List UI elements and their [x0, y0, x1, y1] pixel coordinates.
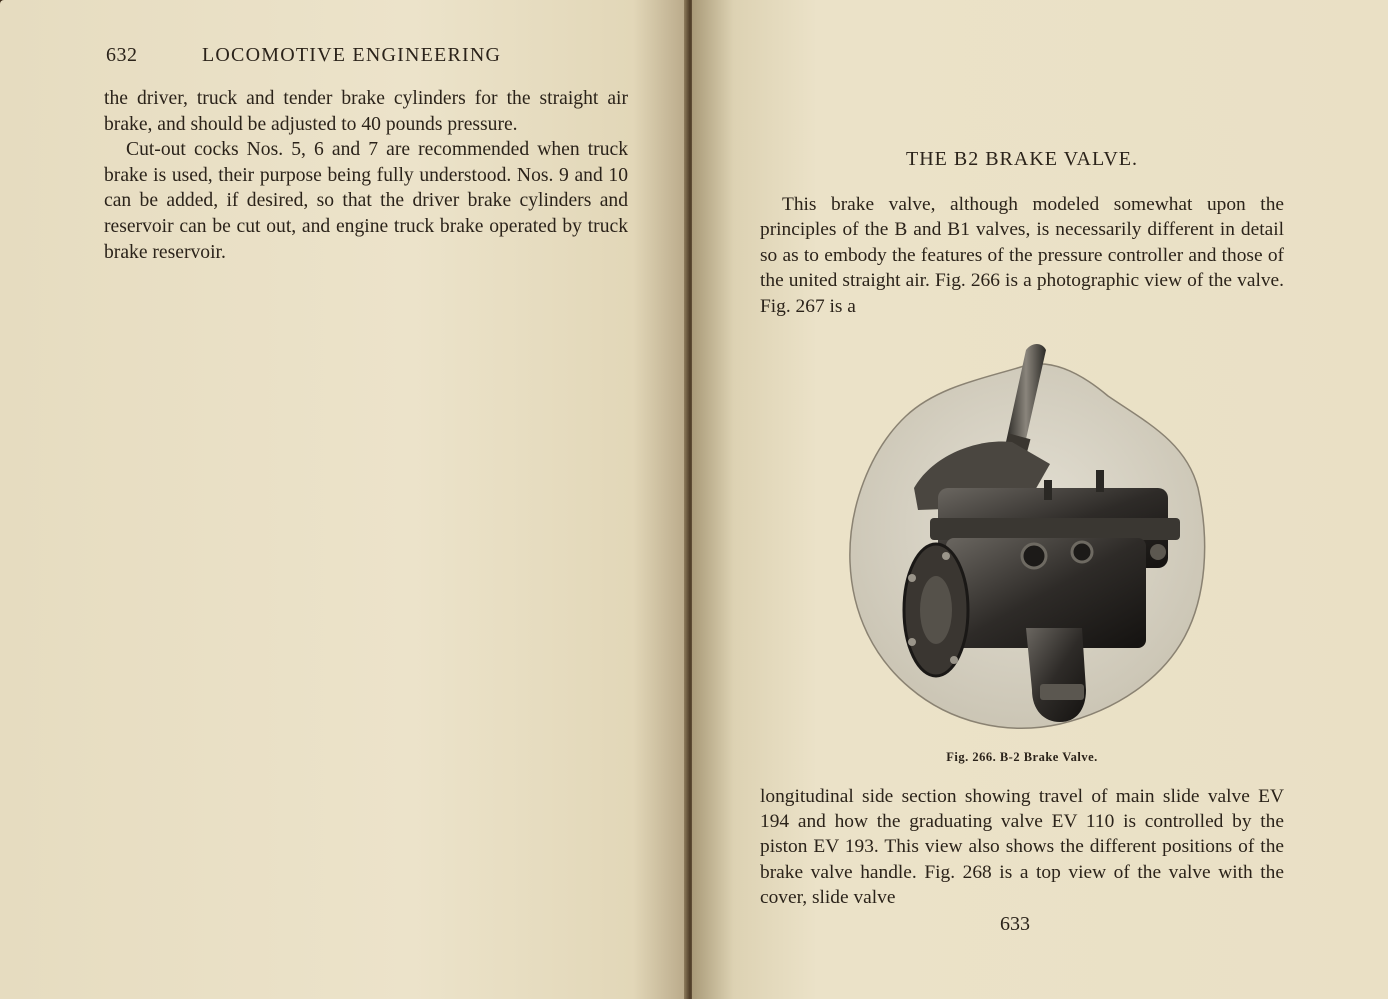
left-paragraph-1: the driver, truck and tender brake cylinders for the straight air brake, and should be adjusted to 40 pounds pressure.	[104, 88, 628, 135]
figure-caption: Fig. 266. B-2 Brake Valve.	[946, 750, 1098, 764]
right-body-text-top	[760, 192, 1284, 319]
page-number-left: 632	[106, 44, 138, 66]
brake-valve-photo	[846, 338, 1208, 730]
right-paragraph-2: longitudinal side section showing travel of main slide valve EV 194 and how the graduating valve EV 110 is controlled by the piston EV 193. This view also shows the different positions of the brake valve handle. Fig. 268 is a top view of the valve with the cover, slide valve	[760, 786, 1284, 908]
left-body-text	[104, 86, 628, 265]
page-number-right: 633	[1000, 913, 1030, 935]
left-page	[0, 0, 688, 999]
right-body-text-bottom	[760, 784, 1284, 910]
right-paragraph-1: This brake valve, although modeled somewhat upon the principles of the B and B1 valves, is necessarily different in detail so as to embody the features of the pressure controller and those of the united straight air. Fig. 266 is a photographic view of the valve. Fig. 267 is a	[760, 194, 1284, 317]
section-title: THE B2 BRAKE VALVE.	[906, 148, 1138, 170]
running-head: LOCOMOTIVE ENGINEERING	[202, 44, 502, 66]
left-paragraph-2: Cut-out cocks Nos. 5, 6 and 7 are recommended when truck brake is used, their purpose being fully understood. Nos. 9 and 10 can be added, if desired, so that the driver brake cylinders and reservoir can be cut out, and engine truck brake operated by truck brake reservoir.	[104, 139, 628, 263]
